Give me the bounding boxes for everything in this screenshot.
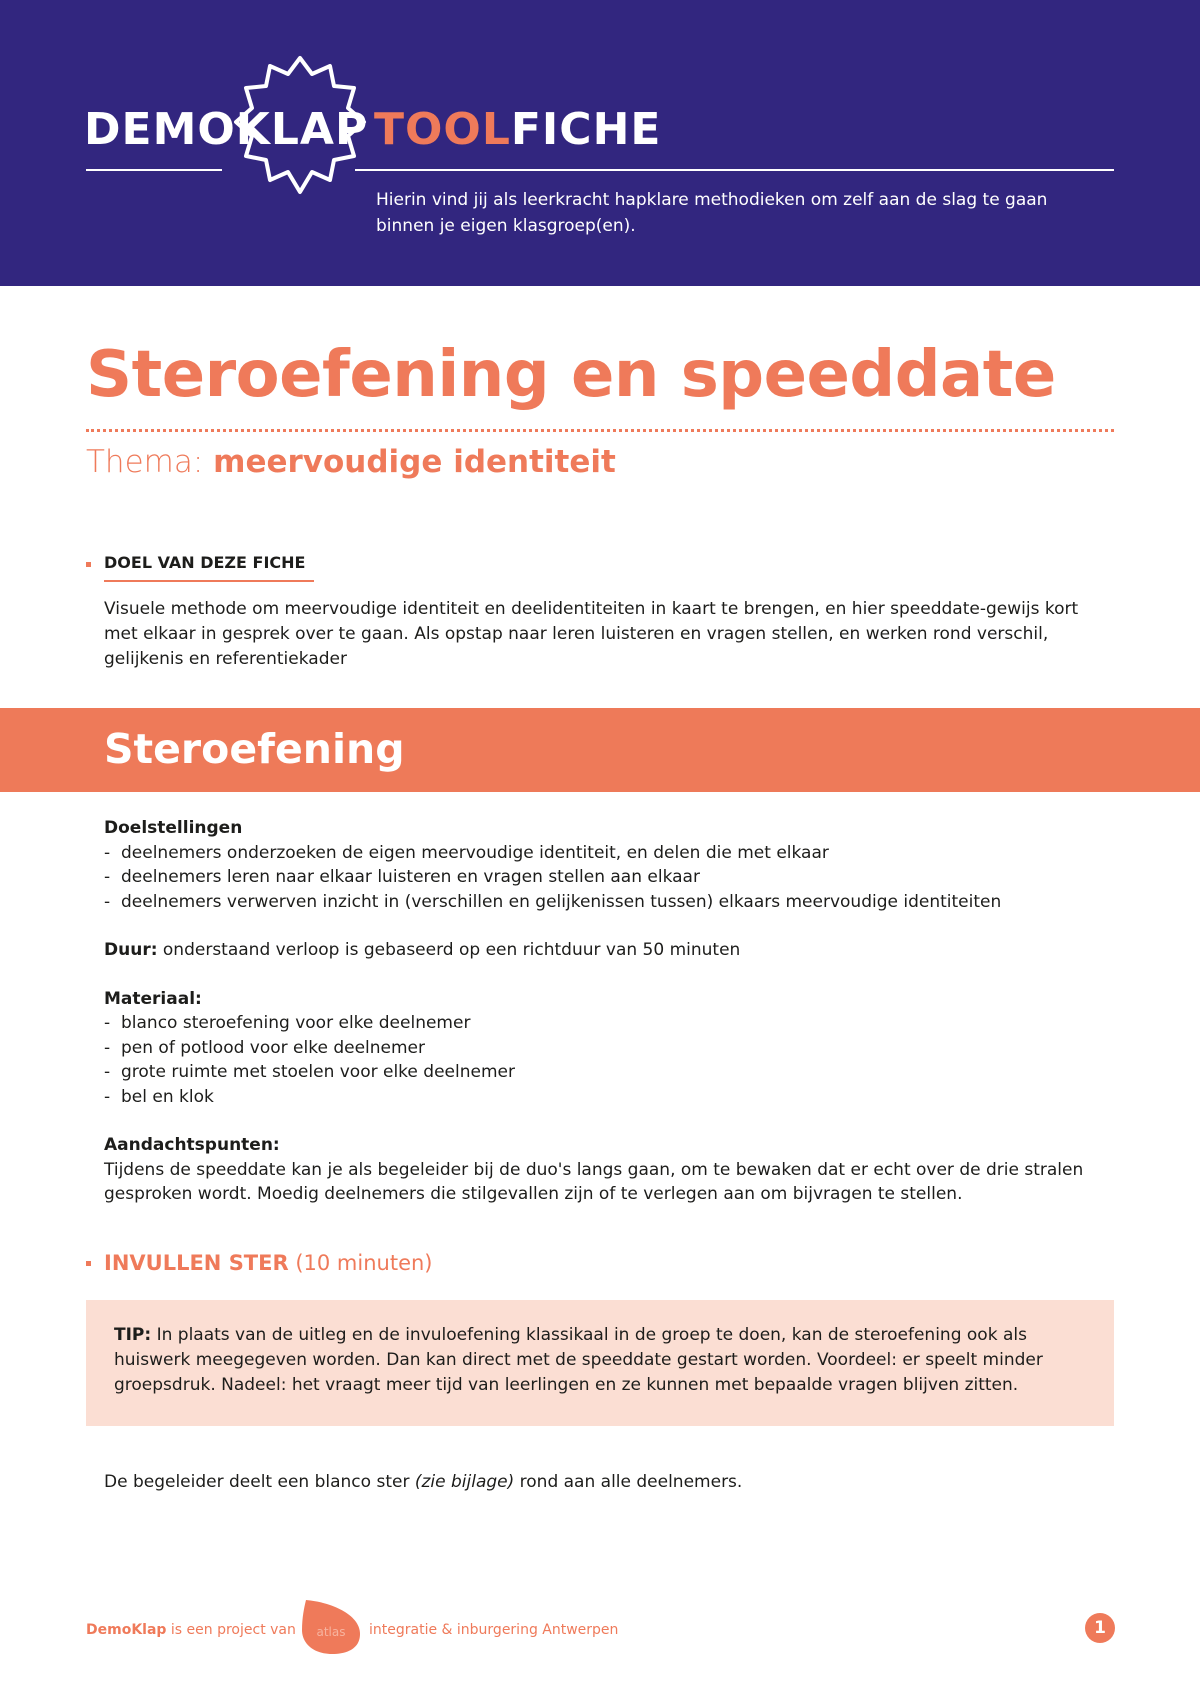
closing-before: De begeleider deelt een blanco ster [104, 1472, 415, 1492]
logo-demoklap [84, 105, 368, 155]
materiaal-heading: Materiaal: [104, 988, 202, 1009]
header-intro: Hierin vind jij als leerkracht hapklare methodieken om zelf aan de slag te gaan binnen je eigen klasgroep(en). [376, 190, 1048, 236]
tip-text [114, 1323, 1074, 1398]
invullen-bullet-icon [86, 1261, 91, 1266]
theme-value: meervoudige identiteit [213, 444, 616, 480]
list-item: - blanco steroefening voor elke deelnemer [104, 1011, 1114, 1036]
closing-after: rond aan alle deelnemers. [514, 1472, 743, 1492]
list-item: - deelnemers verwerven inzicht in (verschillen en gelijkenissen tussen) elkaars meervoudige identiteiten [104, 890, 1114, 915]
list-item: - deelnemers onderzoeken de eigen meervoudige identiteit, en delen die met elkaar [104, 841, 1114, 866]
materiaal-list [104, 1011, 1114, 1109]
title-divider [86, 429, 1114, 432]
closing-text [104, 1470, 1104, 1495]
list-item: - pen of potlood voor elke deelnemer [104, 1036, 1114, 1061]
footer-project-text: is een project van [166, 1622, 296, 1638]
invullen-title: INVULLEN STER [104, 1251, 289, 1275]
doelstellingen-heading: Doelstellingen [104, 818, 243, 838]
aandachtspunten-heading: Aandachtspunten: [104, 1135, 280, 1155]
logo-part-tool: TOOL [374, 104, 511, 155]
page-number: 1 [1085, 1613, 1115, 1643]
tip-label: TIP: [114, 1325, 152, 1345]
doel-bullet-icon [86, 562, 91, 567]
page-title: Steroefening en speeddate [86, 338, 1056, 412]
duur-text: onderstaand verloop is gebaseerd op een richtduur van 50 minuten [157, 940, 741, 960]
logo-part-demoklap: DEMOKLAP [84, 104, 369, 155]
list-item: - deelnemers leren naar elkaar luisteren en vragen stellen aan elkaar [104, 865, 1114, 890]
logo-part-fiche: FICHE [510, 104, 662, 155]
invullen-duration: (10 minuten) [288, 1251, 433, 1275]
duur-block [104, 938, 1114, 963]
footer-brand: DemoKlap [86, 1622, 167, 1638]
theme-label: Thema: [86, 444, 214, 480]
logo-toolfiche [374, 105, 661, 155]
doel-underline [104, 580, 314, 582]
aandachtspunten-text: Tijdens de speeddate kan je als begeleider bij de duo's langs gaan, om te bewaken dat er echt over de drie stralen gesproken wordt. Moedig deelnemers die stilgevallen zijn of te verlegen aan om bijvragen te stellen. [104, 1159, 1084, 1204]
duur-label: Duur: [104, 940, 158, 960]
invullen-heading [104, 1249, 433, 1277]
list-item: - grote ruimte met stoelen voor elke deelnemer [104, 1060, 1114, 1085]
footer-right: integratie & inburgering Antwerpen [369, 1622, 619, 1638]
materiaal-block [104, 987, 1114, 1110]
closing-italic: (zie bijlage) [414, 1472, 515, 1492]
doelstellingen-block [104, 816, 1114, 914]
footer-left [86, 1620, 296, 1640]
tip-body: In plaats van de uitleg en de invuloefening klassikaal in de groep te doen, kan de steroefening ook als huiswerk meegegeven worden. Dan kan direct met de speeddate gestart worden. Voordeel: er speelt minder groepsdruk. Nadeel: het vraagt meer tijd van leerlingen en ze kunnen met bepaalde vragen blijven zitten. [114, 1325, 1043, 1395]
section-title: Steroefening [104, 725, 405, 773]
aandachtspunten-block [104, 1133, 1114, 1207]
doel-heading: DOEL VAN DEZE FICHE [104, 553, 306, 572]
list-item: - bel en klok [104, 1085, 1114, 1110]
atlas-logo-icon [300, 1596, 362, 1656]
atlas-logo-text: atlas [316, 1625, 346, 1639]
header-rule-left [86, 169, 222, 171]
theme-line [86, 442, 616, 482]
section-content [104, 816, 1114, 1231]
doel-text: Visuele methode om meervoudige identiteit en deelidentiteiten in kaart te brengen, en hier speeddate-gewijs kort met elkaar in gesprek over te gaan. Als opstap naar leren luisteren en vragen stellen, en werken rond verschil, gelijkenis en referentiekader [104, 599, 1079, 669]
header-banner [0, 0, 1200, 286]
doelstellingen-list [104, 841, 1114, 915]
header-rule-right [355, 169, 1114, 171]
